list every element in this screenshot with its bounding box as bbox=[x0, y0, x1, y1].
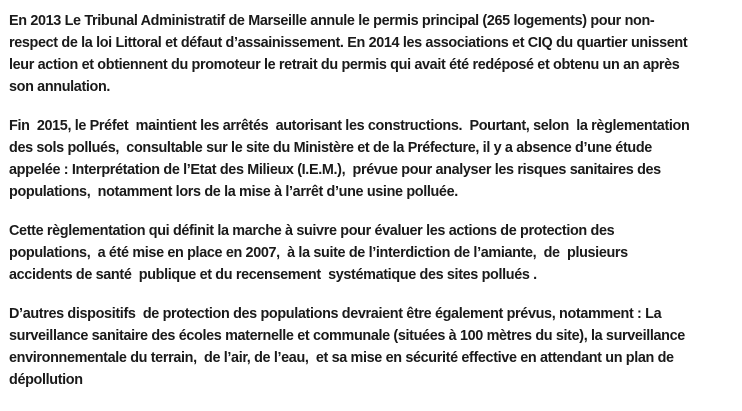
text-line: dépollution bbox=[9, 372, 83, 388]
text-line: accidents de santé publique et du recensement systématique des sites pollués . bbox=[9, 267, 537, 283]
text-line: respect de la loi Littoral et défaut d’assainissement. En 2014 les associations et CIQ du quartier unissent bbox=[9, 35, 688, 51]
text-line: D’autres dispositifs de protection des populations devraient être également prévus, notamment : La bbox=[9, 306, 662, 322]
text-line: appelée : Interprétation de l’Etat des Milieux (I.E.M.), prévue pour analyser les risques sanitaires des bbox=[9, 162, 661, 178]
text-line: son annulation. bbox=[9, 79, 111, 95]
text-line: En 2013 Le Tribunal Administratif de Marseille annule le permis principal (265 logements) pour non- bbox=[9, 13, 655, 29]
paragraph-tribunal bbox=[0, 10, 742, 98]
text-line: Fin 2015, le Préfet maintient les arrêtés autorisant les constructions. Pourtant, selon la règlementation bbox=[9, 118, 690, 134]
text-line: environnementale du terrain, de l’air, de l’eau, et sa mise en sécurité effective en attendant un plan de bbox=[9, 350, 674, 366]
text-line: surveillance sanitaire des écoles maternelle et communale (situées à 100 mètres du site), la surveillance bbox=[9, 328, 685, 344]
text-line: populations, notamment lors de la mise à l’arrêt d’une usine polluée. bbox=[9, 184, 458, 200]
paragraph-dispositifs bbox=[0, 303, 742, 391]
text-line: leur action et obtiennent du promoteur le retrait du permis qui avait été redéposé et obtenu un an après bbox=[9, 57, 680, 73]
text-line: des sols pollués, consultable sur le site du Ministère et de la Préfecture, il y a absence d’une étude bbox=[9, 140, 652, 156]
text-line: Cette règlementation qui définit la marche à suivre pour évaluer les actions de protection des bbox=[9, 223, 615, 239]
text-line: populations, a été mise en place en 2007, à la suite de l’interdiction de l’amiante, de plusieurs bbox=[9, 245, 628, 261]
paragraph-prefet bbox=[0, 115, 742, 203]
paragraph-reglementation bbox=[0, 220, 742, 286]
